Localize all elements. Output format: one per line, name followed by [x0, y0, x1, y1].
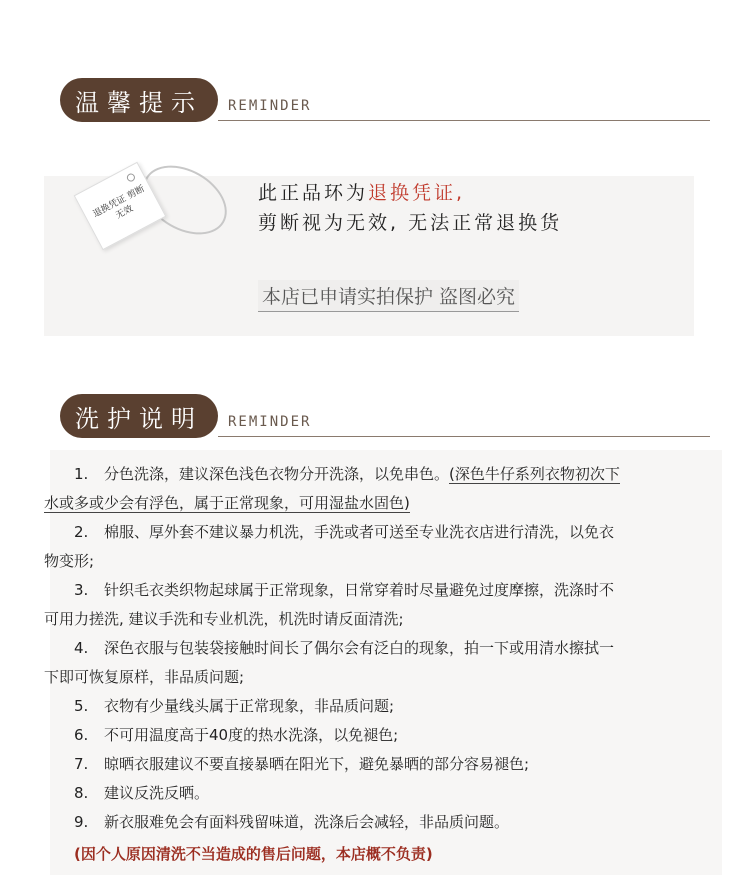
- tips-section-title: 温馨提示: [60, 78, 218, 122]
- tip-line-1-highlight: 退换凭证,: [368, 182, 466, 204]
- divider: [218, 436, 710, 437]
- care-instructions-list: [44, 460, 704, 837]
- care-item-2: 2. 棉服、厚外套不建议暴力机洗，手洗或者可送至专业洗衣店进行清洗，以免衣 物变形;: [44, 523, 615, 570]
- tip-line-1: [258, 178, 465, 205]
- tips-section-subtitle: REMINDER: [228, 98, 312, 114]
- care-section-title: 洗护说明: [60, 394, 218, 438]
- care-item-5: 5. 衣物有少量线头属于正常现象，非品质问题;: [74, 697, 395, 715]
- care-section-subtitle: REMINDER: [228, 414, 312, 430]
- care-item-1: 1. 分色洗涤，建议深色浅色衣物分开洗涤，以免串色。(深色牛仔系列衣物初次下 水或多或少会有浮色，属于正常现象，可用湿盐水固色): [44, 465, 620, 512]
- care-section-header: [60, 394, 710, 440]
- care-item-3: 3. 针织毛衣类织物起球属于正常现象，日常穿着时尽量避免过度摩擦，洗涤时不 可用力搓洗, 建议手洗和专业机洗，机洗时请反面清洗;: [44, 581, 615, 628]
- tag-label: 退换凭证 剪断无效: [91, 184, 147, 222]
- care-item-8: 8. 建议反洗反晒。: [74, 784, 210, 802]
- divider: [218, 120, 710, 121]
- care-item-7: 7. 晾晒衣服建议不要直接暴晒在阳光下，避免暴晒的部分容易褪色;: [74, 755, 530, 773]
- care-item-4: 4. 深色衣服与包装袋接触时间长了偶尔会有泛白的现象，拍一下或用清水擦拭一 下即可恢复原样，非品质问题;: [44, 639, 615, 686]
- tip-line-1-prefix: 此正品环为: [258, 182, 369, 204]
- tip-line-2: 剪断视为无效, 无法正常退换货: [258, 212, 563, 234]
- photo-protection-notice: 本店已申请实拍保护 盗图必究: [258, 280, 519, 312]
- care-item-6: 6. 不可用温度高于40度的热水洗涤，以免褪色;: [74, 726, 399, 744]
- tips-section-header: [60, 78, 710, 124]
- tag-hole: [126, 172, 137, 183]
- after-sales-disclaimer: (因个人原因清洗不当造成的售后问题，本店概不负责): [74, 845, 433, 863]
- care-item-9: 9. 新衣服难免会有面料残留味道，洗涤后会减轻，非品质问题。: [74, 813, 510, 831]
